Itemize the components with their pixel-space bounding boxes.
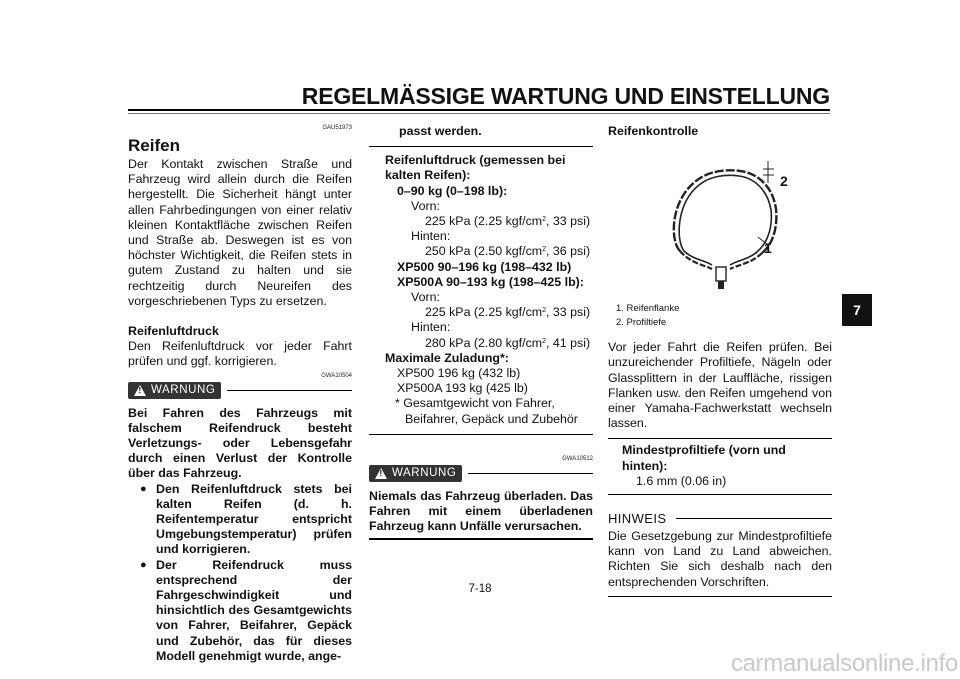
subheading-tire-pressure: Reifenluftdruck bbox=[128, 324, 219, 339]
tire-illustration bbox=[608, 141, 832, 301]
note-end-rule bbox=[608, 596, 832, 597]
tire-check-text: Vor jeder Fahrt die Reifen prüfen. Bei unzureichender Profiltiefe, Nägeln oder Glassplittern in der Lauffläche, rissigen Flanken usw. den Reifen umgehend von einer Yamaha-Fachwerkstatt wechseln lassen. bbox=[608, 340, 832, 431]
spec-max-load-2: XP500A 193 kg (425 lb) bbox=[397, 381, 528, 396]
note-header bbox=[608, 511, 832, 526]
note-label: HINWEIS bbox=[608, 511, 667, 527]
spec-range1-front-value: 225 kPa (2.25 kgf/$cm^2$, 33 psi) bbox=[425, 214, 591, 229]
min-tread-spec-box bbox=[608, 438, 832, 495]
warning-label: WARNUNG bbox=[151, 384, 216, 397]
legend-item: 2. Profiltiefe bbox=[616, 317, 667, 329]
warning-text: Bei Fahren des Fahrzeugs mit falschem Reifendruck besteht Verletzungs- oder Lebensgefahr durch einen Verlust der Kontrolle über das Fahrzeug. bbox=[128, 405, 352, 481]
warning-label: WARNUNG bbox=[392, 467, 457, 480]
warning-code: GWA10512 bbox=[562, 455, 593, 462]
header-rule bbox=[128, 109, 830, 111]
spec-range2-rear-value: 280 kPa (2.80 kgf/$cm^2$, 41 psi) bbox=[425, 335, 591, 350]
warning-header bbox=[369, 465, 593, 482]
spec-title: Reifenluftdruck (gemessen bei kalten Reifen): bbox=[385, 153, 566, 183]
tire-pressure-spec-box bbox=[369, 146, 593, 435]
section-heading-tire-check: Reifenkontrolle bbox=[608, 124, 699, 138]
min-tread-title: Mindestprofiltiefe (vorn und hinten): bbox=[622, 443, 786, 473]
bullet-item bbox=[140, 482, 352, 558]
spec-max-load-1: XP500 196 kg (432 lb) bbox=[397, 366, 521, 381]
continuation-text: passt werden. bbox=[399, 124, 482, 138]
warning-triangle-icon: ! bbox=[375, 468, 387, 479]
callout-1: 1 bbox=[764, 240, 772, 257]
page-number: 7-18 bbox=[468, 583, 492, 595]
section-heading: Reifen bbox=[128, 136, 180, 155]
intro-paragraph: Der Kontakt zwischen Straße und Fahrzeug wird allein durch die Reifen hergestellt. Die Sicherheit hängt unter allen Fahrbedingungen von einer relativ kleinen Kontaktfläche zwischen Reifen und Straße ab. Deswegen ist es von höchster Wichtigkeit, die Reifen stets in gutem Zustand zu halten und sie rechtzeitig durch Neureifen des vorgeschriebenen Typs zu ersetzen. bbox=[128, 157, 352, 308]
spec-range1-rear-value: 250 kPa (2.50 kgf/$cm^2$, 36 psi) bbox=[425, 244, 591, 259]
bullet-text: Der Reifendruck muss entsprechend der Fahrgeschwindigkeit und hinsichtlich des Gesamtgewichts von Fahrer, Beifahrer, Gepäck und Zubehör, das für dieses Modell genehmigt wurde, ange- bbox=[156, 557, 352, 663]
spec-rear-label: Hinten: bbox=[411, 320, 451, 335]
warning-badge bbox=[128, 382, 221, 399]
note-text: Die Gesetzgebung zur Mindestprofiltiefe kann von Land zu Land abweichen. Richten Sie sich deshalb nach den entsprechenden Vorschriften. bbox=[608, 529, 832, 589]
spec-range2-front-value: 225 kPa (2.25 kgf/$cm^2$, 33 psi) bbox=[425, 305, 591, 320]
column-left bbox=[128, 124, 352, 664]
bullet-dot-icon: ● bbox=[140, 558, 147, 571]
warning-rule bbox=[468, 473, 593, 474]
figure-legend bbox=[616, 302, 832, 330]
warning-header bbox=[128, 382, 352, 399]
spec-front-label: Vorn: bbox=[411, 198, 440, 213]
spec-range-3: XP500A 90–193 kg (198–425 lb): bbox=[397, 274, 584, 289]
bullet-text: Den Reifenluftdruck stets bei kalten Reifen (d. h. Reifentemperatur entspricht Umgebungstemperatur) prüfen und korrigieren. bbox=[156, 481, 352, 557]
column-right bbox=[608, 124, 832, 597]
spec-range-2: XP500 90–196 kg (198–432 lb) bbox=[397, 259, 572, 274]
bullet-dot-icon: ● bbox=[140, 482, 147, 495]
callout-2: 2 bbox=[780, 173, 788, 190]
page-header-title: REGELMÄSSIGE WARTUNG UND EINSTELLUNG bbox=[301, 83, 830, 109]
spec-range-1: 0–90 kg (0–198 lb): bbox=[397, 183, 508, 198]
tire-pressure-text: Den Reifenluftdruck vor jeder Fahrt prüfen und ggf. korrigieren. bbox=[128, 339, 352, 369]
warning-end-rule bbox=[369, 538, 593, 540]
note-rule bbox=[676, 518, 832, 519]
header-rule-thin bbox=[128, 113, 830, 114]
warning-triangle-icon: ! bbox=[134, 385, 146, 396]
section-code: GAU51973 bbox=[322, 125, 352, 131]
warning-text: Niemals das Fahrzeug überladen. Das Fahren mit einem überladenen Fahrzeug kann Unfälle verursachen. bbox=[369, 488, 593, 534]
spec-max-load-label: Maximale Zuladung*: bbox=[385, 350, 509, 365]
column-middle bbox=[369, 124, 593, 540]
warning-rule bbox=[227, 390, 352, 391]
tire-cross-section-icon bbox=[608, 141, 832, 301]
chapter-tab: 7 bbox=[842, 294, 872, 326]
spec-footnote: * Gesamtgewicht von Fahrer, Beifahrer, Gepäck und Zubehör bbox=[395, 396, 578, 426]
warning-code: GWA10504 bbox=[321, 372, 352, 379]
warning-badge bbox=[369, 465, 462, 482]
watermark: carmanualsonline.info bbox=[730, 650, 958, 677]
min-tread-value: 1.6 mm (0.06 in) bbox=[636, 473, 727, 488]
legend-item: 1. Reifenflanke bbox=[616, 303, 680, 315]
spec-front-label: Vorn: bbox=[411, 290, 440, 305]
spec-rear-label: Hinten: bbox=[411, 229, 451, 244]
bullet-item bbox=[140, 558, 352, 664]
